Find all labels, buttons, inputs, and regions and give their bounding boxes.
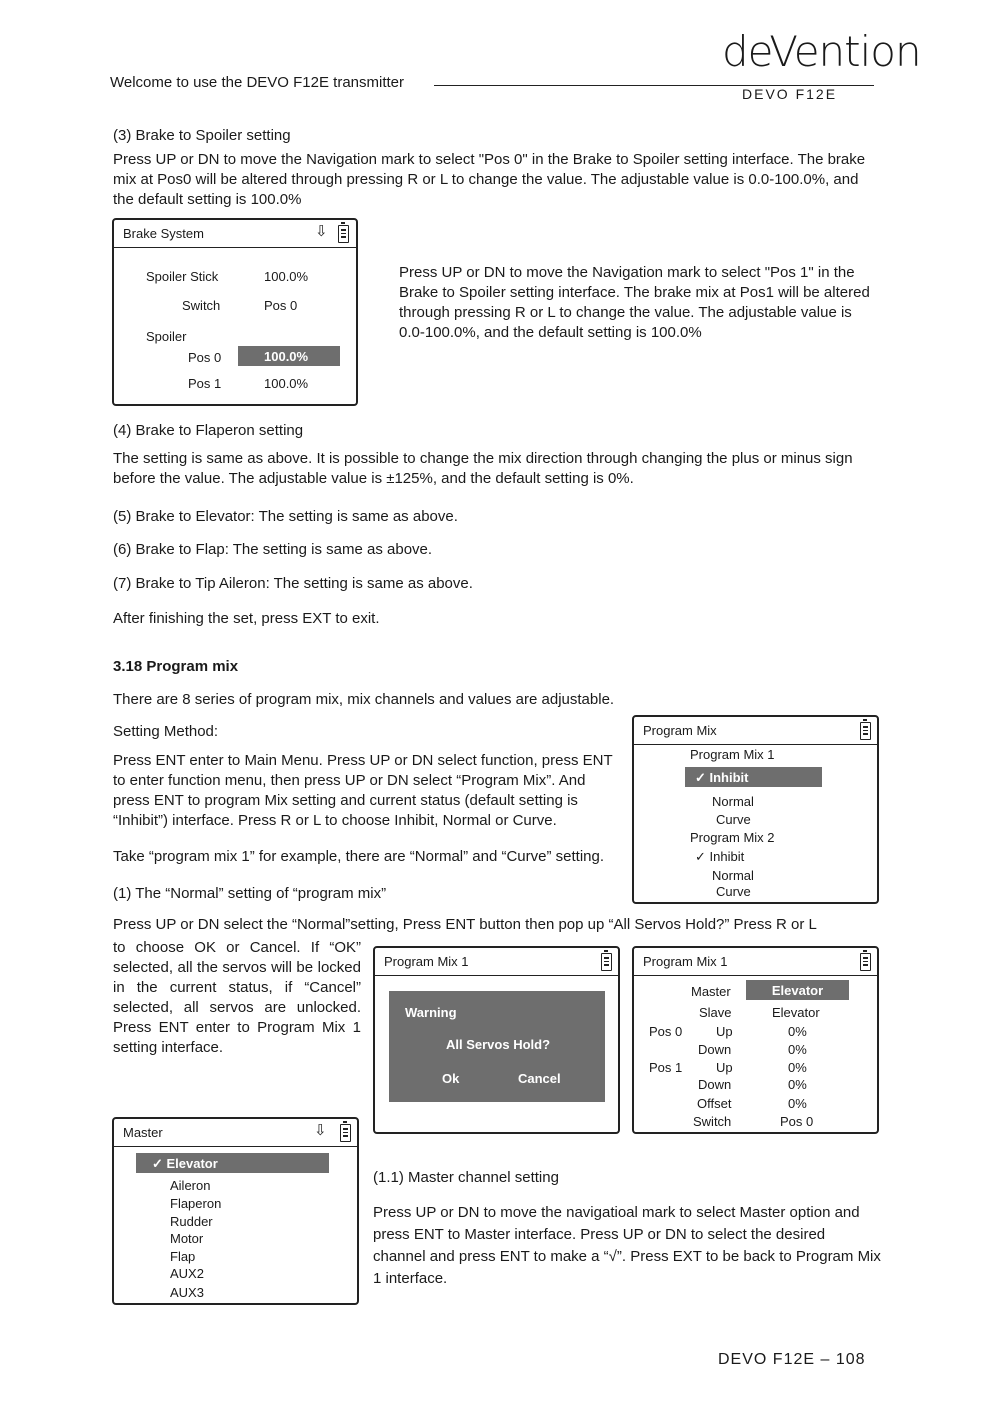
section-6-text: (6) Brake to Flap: The setting is same as above. — [113, 541, 433, 558]
master-option-aux2[interactable]: AUX2 — [170, 1266, 204, 1281]
master-option-flaperon[interactable]: Flaperon — [170, 1196, 222, 1211]
spoiler-stick-value[interactable]: 100.0% — [264, 269, 309, 284]
section-4-title: (4) Brake to Flaperon setting — [113, 422, 304, 439]
warning-dialog — [389, 991, 605, 1102]
master-value-selected[interactable]: Elevator — [746, 980, 849, 1000]
mix2-curve-option[interactable]: Curve — [716, 884, 751, 899]
master-option-rudder[interactable]: Rudder — [170, 1214, 213, 1229]
program-mix-1-screen — [632, 946, 879, 1134]
slave-value[interactable]: Elevator — [772, 1005, 820, 1020]
pos1-up-value[interactable]: 0% — [788, 1060, 807, 1075]
warning-titlebar — [375, 948, 618, 976]
brand-logo-sub: DEVO F12E — [742, 86, 838, 102]
program-mix-screen — [632, 715, 879, 904]
program-mix-1-screen-title: Program Mix 1 — [643, 954, 728, 969]
section-3-title: (3) Brake to Spoiler setting — [113, 127, 291, 144]
switch-label: Switch — [182, 298, 221, 313]
battery-icon — [338, 225, 349, 243]
program-mix-example: Take “program mix 1” for example, there are “Normal” and “Curve” setting. — [113, 848, 605, 865]
mix1-inhibit-selected[interactable]: ✓ Inhibit — [685, 767, 822, 787]
battery-icon — [601, 953, 612, 971]
pos0-label: Pos 0 — [188, 350, 222, 365]
pos1-down-label: Down — [698, 1077, 732, 1092]
setting-method-paragraph: Press ENT enter to Main Menu. Press UP or DN select function, press ENT to enter function menu, then press UP or DN select “Program Mix”. And press ENT to program Mix setting and current status (default setting is “Inhibit”) interface. Press R or L to choose Inhibit, Normal or Curve. — [113, 752, 613, 829]
program-mix-1-titlebar — [634, 948, 877, 976]
offset-label: Offset — [697, 1096, 732, 1111]
pos0-up-value[interactable]: 0% — [788, 1024, 807, 1039]
brake-system-titlebar — [114, 220, 356, 248]
section-4-paragraph: The setting is same as above. It is possible to change the mix direction through changing the plus or minus sign before the value. The adjustable value is ±125%, and the default setting is 0%. — [113, 450, 853, 487]
after-text: After finishing the set, press EXT to exit. — [113, 610, 380, 627]
section-3-paragraph: Press UP or DN to move the Navigation mark to select "Pos 0" in the Brake to Spoiler setting interface. The brake mix at Pos0 will be altered through pressing R or L to change the value. The adjustable value is 0.0-100.0%, and the default setting is 100.0% — [113, 151, 866, 208]
program-mix-titlebar — [634, 717, 877, 745]
master-label: Master — [691, 984, 731, 999]
warning-screen — [373, 946, 620, 1134]
program-mix-title: 3.18 Program mix — [113, 658, 239, 675]
brake-system-screen — [112, 218, 358, 406]
pos1-down-value[interactable]: 0% — [788, 1077, 807, 1092]
pos0-down-label: Down — [698, 1042, 732, 1057]
mix2-inhibit-option[interactable]: ✓ Inhibit — [695, 849, 745, 864]
master-titlebar — [114, 1119, 357, 1147]
pos0-up-label: Up — [716, 1024, 733, 1039]
normal-setting-paragraph-rest: to choose OK or Cancel. If “OK” selected, all the servos will be locked in the current status, if “Cancel” selected, all servos are unlocked. Press ENT enter to Program Mix 1 setting interface. — [113, 939, 361, 1056]
section-7-text: (7) Brake to Tip Aileron: The setting is same as above. — [113, 575, 473, 592]
down-arrow-icon: ⇩ — [315, 223, 328, 240]
down-arrow-icon: ⇩ — [314, 1122, 327, 1139]
program-mix-screen-title: Program Mix — [643, 723, 717, 738]
mix1-curve-option[interactable]: Curve — [716, 812, 751, 827]
footer — [718, 1351, 866, 1369]
mix2-normal-option[interactable]: Normal — [712, 868, 754, 883]
master-option-flap[interactable]: Flap — [170, 1249, 196, 1264]
brake-system-title: Brake System — [123, 226, 204, 241]
header-welcome: Welcome to use the DEVO F12E transmitter — [110, 74, 405, 91]
spoiler-label: Spoiler — [146, 329, 187, 344]
battery-icon — [340, 1124, 351, 1142]
master-option-motor[interactable]: Motor — [170, 1231, 204, 1246]
battery-icon — [860, 722, 871, 740]
spoiler-stick-label: Spoiler Stick — [146, 269, 219, 284]
brand-logo: deVention — [722, 27, 921, 76]
program-mix-1-label: Program Mix 1 — [690, 747, 775, 762]
pos1-label: Pos 1 — [649, 1060, 683, 1075]
master-screen — [112, 1117, 359, 1305]
cancel-button[interactable]: Cancel — [518, 1071, 561, 1086]
master-channel-paragraph: Press UP or DN to move the navigatioal mark to select Master option and press ENT to Master interface. Press UP or DN to select the desired channel and press ENT to make a “√”. Press EXT to be back to Program Mix 1 interface. — [373, 1204, 881, 1287]
pos0-down-value[interactable]: 0% — [788, 1042, 807, 1057]
pos1-label: Pos 1 — [188, 376, 222, 391]
battery-icon — [860, 953, 871, 971]
mix1-normal-option[interactable]: Normal — [712, 794, 754, 809]
offset-value[interactable]: 0% — [788, 1096, 807, 1111]
switch-label: Switch — [693, 1114, 732, 1129]
master-option-aileron[interactable]: Aileron — [170, 1178, 211, 1193]
master-screen-title: Master — [123, 1125, 163, 1140]
normal-setting-title: (1) The “Normal” setting of “program mix” — [113, 885, 387, 902]
section-3-side-paragraph: Press UP or DN to move the Navigation mark to select "Pos 1" in the Brake to Spoiler setting interface. The brake mix at Pos1 will be altered through pressing R or L to change the value. The adjustable value is 0.0-100.0%, and the default setting is 100.0% — [399, 264, 870, 341]
ok-button[interactable]: Ok — [442, 1071, 460, 1086]
switch-value[interactable]: Pos 0 — [780, 1114, 814, 1129]
warning-screen-title: Program Mix 1 — [384, 954, 469, 969]
master-option-aux3[interactable]: AUX3 — [170, 1285, 204, 1300]
program-mix-intro: There are 8 series of program mix, mix channels and values are adjustable. — [113, 691, 615, 708]
section-5-text: (5) Brake to Elevator: The setting is same as above. — [113, 508, 458, 525]
slave-label: Slave — [699, 1005, 732, 1020]
master-channel-title: (1.1) Master channel setting — [373, 1169, 559, 1186]
footer-model: DEVO F12E — [718, 1351, 816, 1368]
normal-setting-paragraph-line1: Press UP or DN select the “Normal”setting, Press ENT button then pop up “All Servos Hold?” Press R or L — [113, 916, 817, 933]
switch-value[interactable]: Pos 0 — [264, 298, 298, 313]
pos0-value-selected[interactable]: 100.0% — [238, 346, 340, 366]
program-mix-2-label: Program Mix 2 — [690, 830, 775, 845]
warning-heading: Warning — [405, 1005, 457, 1020]
footer-separator: – — [820, 1351, 836, 1368]
footer-page-number: 108 — [835, 1351, 866, 1368]
setting-method-label: Setting Method: — [113, 723, 219, 740]
pos1-value[interactable]: 100.0% — [264, 376, 309, 391]
warning-question: All Servos Hold? — [446, 1037, 551, 1052]
pos0-label: Pos 0 — [649, 1024, 683, 1039]
pos1-up-label: Up — [716, 1060, 733, 1075]
master-option-selected[interactable]: ✓ Elevator — [136, 1153, 329, 1173]
